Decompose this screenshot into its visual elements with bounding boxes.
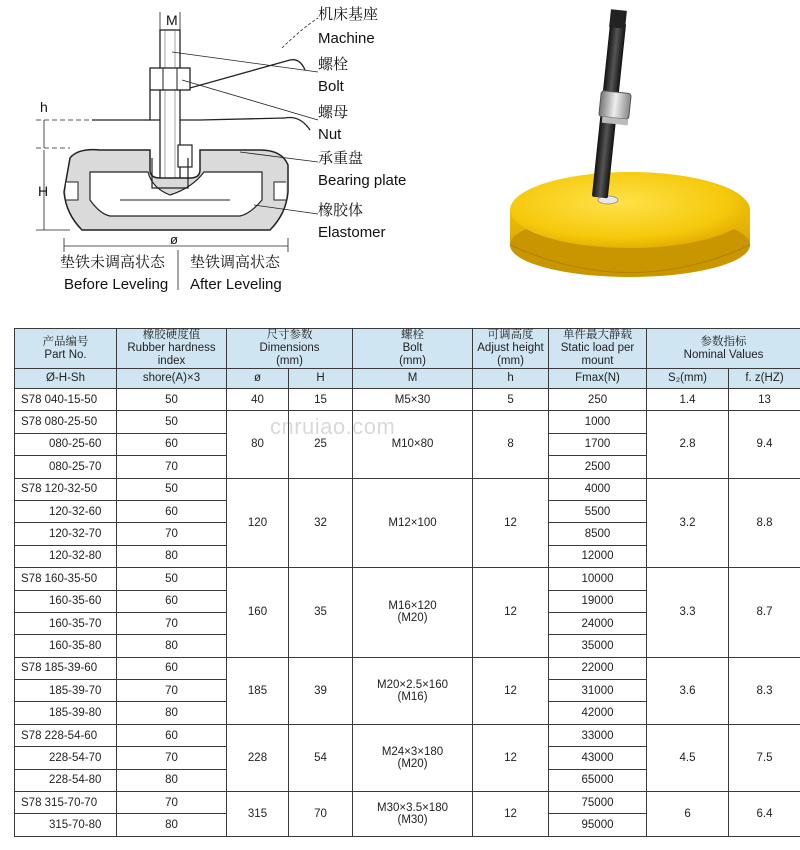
bolt-cell: [353, 478, 473, 568]
leveling-mount-photo: [440, 0, 800, 310]
deflection-cell: 2.8: [647, 411, 729, 478]
hardness-cell: 80: [117, 702, 227, 724]
after-leveling-label-zh: 垫铁调高状态: [190, 254, 281, 271]
frequency-cell: 8.8: [729, 478, 800, 568]
static-load-cell: 35000: [549, 635, 647, 657]
adjust-height-cell: 12: [473, 478, 549, 568]
static-load-cell: 5500: [549, 500, 647, 522]
product-figure-area: [0, 0, 800, 320]
static-load-cell: 1700: [549, 433, 647, 455]
bolt-size: M16×120: [388, 600, 437, 613]
hardness-cell: 70: [117, 747, 227, 769]
part-no-cell: S78 040-15-50: [15, 389, 117, 411]
deflection-cell: 3.6: [647, 657, 729, 724]
dimension-m-label: M: [166, 12, 178, 28]
bolt-cell: [353, 411, 473, 478]
frequency-cell: 9.4: [729, 411, 800, 478]
table-row: [15, 478, 800, 500]
height-cell: 25: [289, 411, 353, 478]
subheader-cell: shore(A)×3: [117, 369, 227, 389]
part-no-cell: 160-35-80: [15, 635, 117, 657]
elastomer-label-zh: 橡胶体: [318, 202, 364, 219]
bolt-alt-size: (M20): [397, 612, 428, 625]
subheader-cell: M: [353, 369, 473, 389]
adjust-height-cell: 12: [473, 724, 549, 791]
static-load-cell: 75000: [549, 792, 647, 814]
bolt-alt-size: (M16): [397, 690, 428, 703]
part-no-cell: S78 160-35-50: [15, 568, 117, 590]
hardness-cell: 60: [117, 657, 227, 679]
height-cell: 39: [289, 657, 353, 724]
static-load-cell: 65000: [549, 769, 647, 791]
frequency-cell: 7.5: [729, 724, 800, 791]
hardness-cell: 70: [117, 523, 227, 545]
hardness-cell: 80: [117, 814, 227, 836]
deflection-cell: 4.5: [647, 724, 729, 791]
diameter-cell: 120: [227, 478, 289, 568]
subheader-cell: S₂(mm): [647, 369, 729, 389]
dimension-H-label: H: [38, 183, 49, 199]
bolt-label-en: Bolt: [318, 78, 344, 95]
part-no-cell: 228-54-80: [15, 769, 117, 791]
subheader-cell: h: [473, 369, 549, 389]
subheader-cell: f. z(HZ): [729, 369, 800, 389]
static-load-cell: 43000: [549, 747, 647, 769]
static-load-cell: 250: [549, 389, 647, 411]
nut-label-en: Nut: [318, 126, 342, 143]
diameter-cell: 185: [227, 657, 289, 724]
frequency-cell: 8.7: [729, 568, 800, 658]
hardness-cell: 70: [117, 612, 227, 634]
deflection-cell: 3.3: [647, 568, 729, 658]
static-load-cell: 2500: [549, 456, 647, 478]
bolt-cell: [353, 724, 473, 791]
hardness-cell: 50: [117, 411, 227, 433]
adjust-height-cell: 12: [473, 568, 549, 658]
height-cell: 15: [289, 389, 353, 411]
part-no-cell: 120-32-80: [15, 545, 117, 567]
bolt-size: M24×3×180: [381, 745, 444, 758]
deflection-cell: 1.4: [647, 389, 729, 411]
table-body: [15, 389, 800, 837]
hardness-cell: 50: [117, 389, 227, 411]
machine-label-en: Machine: [318, 30, 375, 47]
bolt-size: M5×30: [394, 393, 431, 406]
nominal-values-header: 参数指标 Nominal Values: [647, 329, 800, 369]
table-row: [15, 724, 800, 746]
deflection-cell: 6: [647, 792, 729, 837]
height-cell: 70: [289, 792, 353, 837]
part-no-cell: 120-32-60: [15, 500, 117, 522]
hardness-cell: 70: [117, 680, 227, 702]
table-row: [15, 389, 800, 411]
static-load-cell: 4000: [549, 478, 647, 500]
static-load-cell: 19000: [549, 590, 647, 612]
height-cell: 54: [289, 724, 353, 791]
deflection-cell: 3.2: [647, 478, 729, 568]
part-no-cell: 080-25-60: [15, 433, 117, 455]
subheader-cell: H: [289, 369, 353, 389]
static-load-cell: 1000: [549, 411, 647, 433]
bolt-header: 螺栓 Bolt (mm): [353, 329, 473, 369]
adjust-height-cell: 12: [473, 657, 549, 724]
hardness-cell: 50: [117, 478, 227, 500]
specification-table: [14, 328, 800, 837]
bolt-size: M12×100: [388, 516, 437, 529]
frequency-cell: 13: [729, 389, 800, 411]
static-load-cell: 22000: [549, 657, 647, 679]
frequency-cell: 6.4: [729, 792, 800, 837]
part-no-cell: S78 120-32-50: [15, 478, 117, 500]
elastomer-label-en: Elastomer: [318, 224, 386, 241]
bolt-size: M30×3.5×180: [377, 801, 448, 814]
dimension-diameter-label: ø: [170, 232, 178, 247]
hardness-cell: 60: [117, 590, 227, 612]
bolt-alt-size: (M30): [397, 813, 428, 826]
before-leveling-label-zh: 垫铁未调高状态: [60, 254, 166, 271]
adjust-height-cell: 12: [473, 792, 549, 837]
dimension-h-label: h: [40, 99, 48, 115]
diameter-cell: 228: [227, 724, 289, 791]
dimensions-header: 尺寸参数 Dimensions (mm): [227, 329, 353, 369]
table-subheader-row: [15, 369, 800, 389]
hardness-cell: 70: [117, 456, 227, 478]
part-no-cell: 080-25-70: [15, 456, 117, 478]
nut-label-zh: 螺母: [318, 104, 349, 121]
bearing-plate-label-zh: 承重盘: [318, 150, 364, 167]
subheader-cell: Ø-H-Sh: [15, 369, 117, 389]
before-leveling-label-en: Before Leveling: [64, 276, 169, 293]
diameter-cell: 80: [227, 411, 289, 478]
table-row: [15, 568, 800, 590]
static-load-cell: 8500: [549, 523, 647, 545]
part-no-cell: S78 315-70-70: [15, 792, 117, 814]
static-load-cell: 95000: [549, 814, 647, 836]
hardness-cell: 80: [117, 769, 227, 791]
height-cell: 32: [289, 478, 353, 568]
watermark: cnruiao.com: [270, 414, 396, 439]
hardness-cell: 50: [117, 568, 227, 590]
part-no-cell: 185-39-70: [15, 680, 117, 702]
hardness-cell: 60: [117, 433, 227, 455]
bolt-cell: [353, 389, 473, 411]
static-load-cell: 42000: [549, 702, 647, 724]
subheader-cell: Fmax(N): [549, 369, 647, 389]
bearing-plate-label-en: Bearing plate: [318, 172, 407, 189]
static-load-header: 单件最大静载 Static load per mount: [549, 329, 647, 369]
part-no-cell: 228-54-70: [15, 747, 117, 769]
static-load-cell: 31000: [549, 680, 647, 702]
hardness-cell: 60: [117, 724, 227, 746]
part-no-cell: 185-39-80: [15, 702, 117, 724]
diameter-cell: 160: [227, 568, 289, 658]
hardness-cell: 70: [117, 792, 227, 814]
table-row: [15, 657, 800, 679]
diameter-cell: 315: [227, 792, 289, 837]
part-no-cell: S78 080-25-50: [15, 411, 117, 433]
static-load-cell: 10000: [549, 568, 647, 590]
adjust-height-cell: 8: [473, 411, 549, 478]
part-no-cell: S78 228-54-60: [15, 724, 117, 746]
static-load-cell: 24000: [549, 612, 647, 634]
bolt-cell: [353, 568, 473, 658]
adjust-height-header: 可调高度 Adjust height (mm): [473, 329, 549, 369]
hardness-cell: 80: [117, 635, 227, 657]
rubber-hardness-header: 橡胶硬度值 Rubber hardness index: [117, 329, 227, 369]
part-no-cell: 120-32-70: [15, 523, 117, 545]
bolt-size: M10×80: [391, 438, 434, 451]
bolt-size: M20×2.5×160: [377, 678, 448, 691]
hardness-cell: 80: [117, 545, 227, 567]
height-cell: 35: [289, 568, 353, 658]
static-load-cell: 12000: [549, 545, 647, 567]
table-row: [15, 792, 800, 814]
bolt-alt-size: (M20): [397, 757, 428, 770]
hardness-cell: 60: [117, 500, 227, 522]
frequency-cell: 8.3: [729, 657, 800, 724]
table-header-row: [15, 329, 800, 369]
table-row: [15, 411, 800, 433]
bolt-cell: [353, 792, 473, 837]
adjust-height-cell: 5: [473, 389, 549, 411]
machine-label-zh: 机床基座: [318, 6, 379, 23]
part-no-cell: 315-70-80: [15, 814, 117, 836]
part-no-cell: S78 185-39-60: [15, 657, 117, 679]
bolt-cell: [353, 657, 473, 724]
bolt-label-zh: 螺栓: [318, 56, 349, 73]
diameter-cell: 40: [227, 389, 289, 411]
static-load-cell: 33000: [549, 724, 647, 746]
part-no-cell: 160-35-60: [15, 590, 117, 612]
part-no-header: 产品编号 Part No.: [15, 329, 117, 369]
after-leveling-label-en: After Leveling: [190, 276, 282, 293]
part-no-cell: 160-35-70: [15, 612, 117, 634]
subheader-cell: ø: [227, 369, 289, 389]
